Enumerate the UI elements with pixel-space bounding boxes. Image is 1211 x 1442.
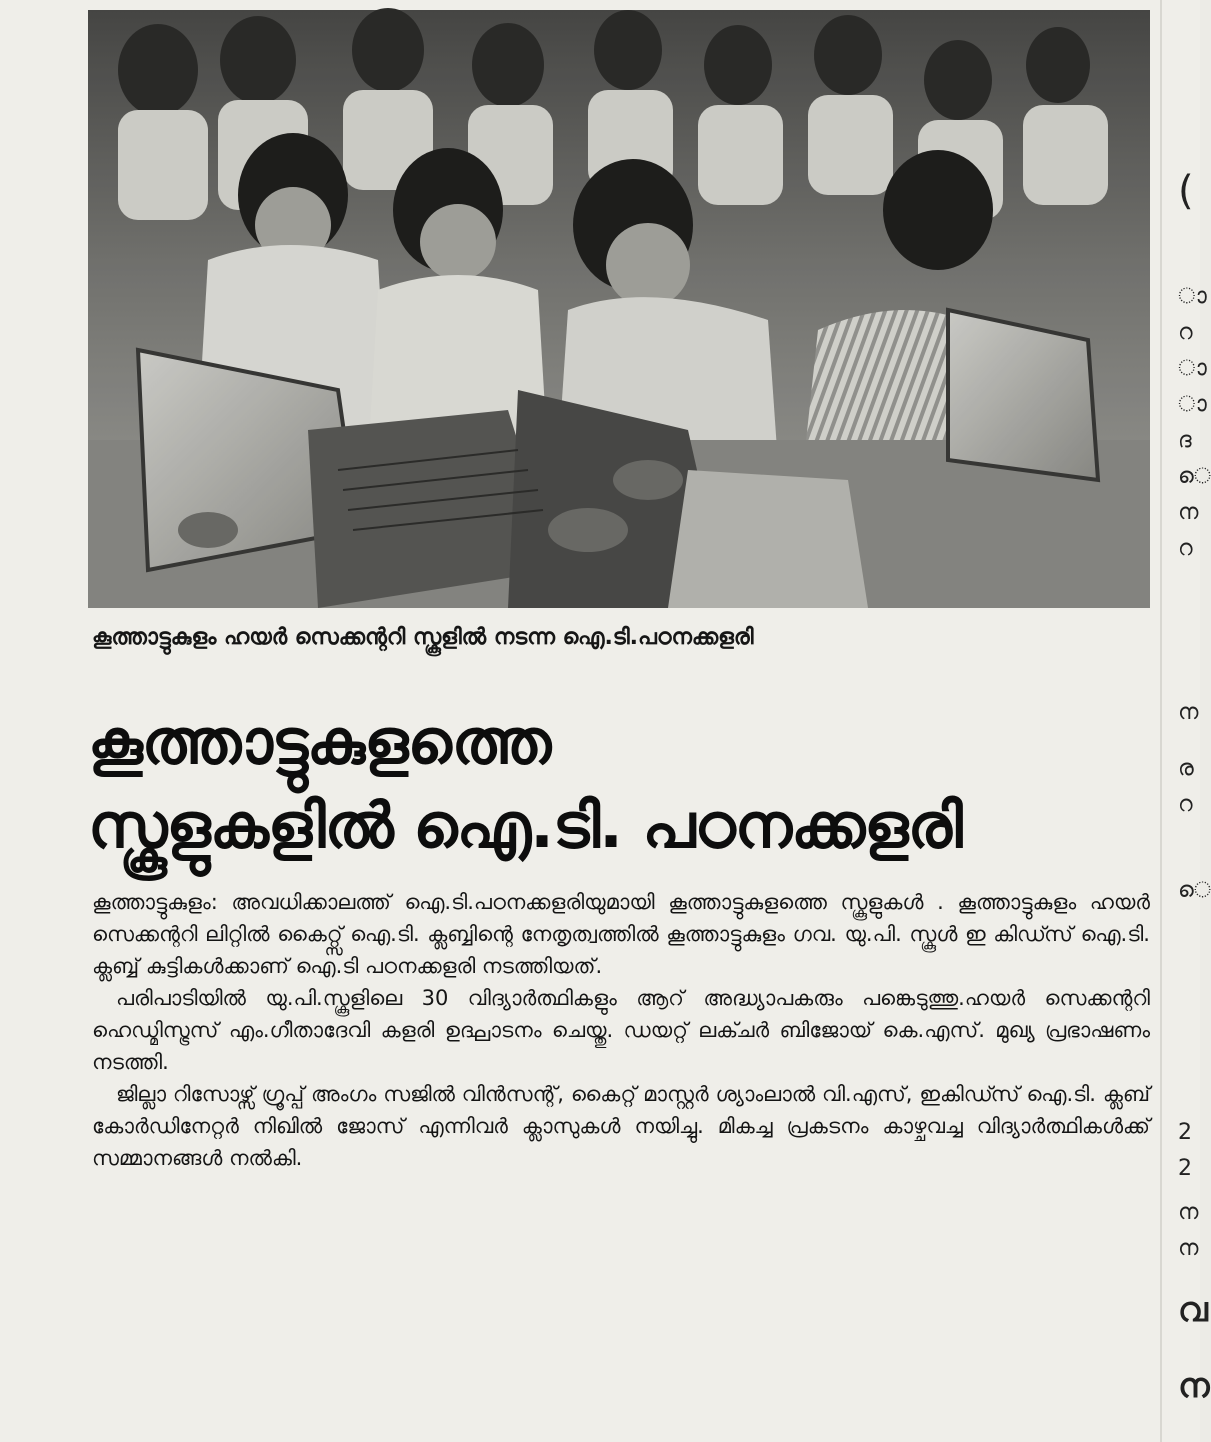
article-body	[92, 886, 1150, 1174]
edge-fragment: (	[1178, 168, 1194, 214]
photo-caption: കൂത്താട്ടുകുളം ഹയർ സെക്കന്ററി സ്കൂളിൽ നടന്ന ഐ.ടി.പഠനക്കളരി	[92, 625, 754, 650]
edge-fragment: ര	[1178, 756, 1194, 781]
headline-line-1: കൂത്താട്ടുകുളത്തെ	[88, 705, 551, 778]
edge-fragment: ാ	[1178, 284, 1207, 309]
edge-fragment: ന	[1178, 700, 1199, 725]
edge-fragment: ദ	[1178, 428, 1192, 453]
edge-fragment: െ	[1178, 464, 1211, 489]
edge-fragment: ന	[1178, 1236, 1199, 1261]
edge-fragment: െ	[1178, 878, 1211, 903]
article-paragraph-3: ജില്ലാ റിസോഴ്സ് ഗ്രൂപ്പ് അംഗം സജിൽ വിൻസന്റ്, കൈറ്റ് മാസ്റ്റർ ശ്യാംലാൽ വി.എസ്, ഇകിഡ്സ് ഐ.ടി. ക്ലബ് കോർഡിനേറ്റർ നിഖിൽ ജോസ് എന്നിവർ ക്ലാസുകൾ നയിച്ചു. മികച്ച പ്രകടനം കാഴ്ചവച്ച വിദ്യാർത്ഥികൾക്ക് സമ്മാനങ്ങൾ നൽകി.	[92, 1082, 1150, 1170]
news-photo	[88, 10, 1150, 608]
edge-fragment: ന	[1178, 1200, 1199, 1225]
column-divider	[1160, 0, 1162, 1442]
edge-fragment: ാ	[1178, 356, 1207, 381]
edge-fragment: 2	[1178, 1120, 1192, 1145]
edge-fragment: ന	[1178, 1366, 1210, 1406]
adjacent-column-fragment	[1168, 0, 1211, 1442]
edge-fragment: റ	[1178, 320, 1193, 345]
article-paragraph-2: പരിപാടിയിൽ യു.പി.സ്കൂളിലെ 30 വിദ്യാർത്ഥികളും ആറ് അദ്ധ്യാപകരും പങ്കെടുത്തു.ഹയർ സെക്കന്ററി ഹെഡ്മിസ്ട്രസ് എം.ഗീതാദേവി കളരി ഉദ്ഘാടനം ചെയ്തു. ഡയറ്റ് ലക്ചർ ബിജോയ് കെ.എസ്. മുഖ്യ പ്രഭാഷണം നടത്തി.	[92, 986, 1150, 1074]
edge-fragment: വ	[1178, 1290, 1208, 1330]
edge-fragment: ാ	[1178, 392, 1207, 417]
headline-line-2: സ്കൂളുകളിൽ ഐ.ടി. പഠനക്കളരി	[88, 789, 962, 862]
edge-fragment: റ	[1178, 536, 1193, 561]
headline	[88, 700, 1158, 868]
edge-fragment: 2	[1178, 1156, 1192, 1181]
edge-fragment: റ	[1178, 792, 1193, 817]
edge-fragment: ന	[1178, 500, 1199, 525]
article-paragraph-1: കൂത്താട്ടുകുളം: അവധിക്കാലത്ത് ഐ.ടി.പഠനക്കളരിയുമായി കൂത്താട്ടുകുളത്തെ സ്കൂളുകൾ . കൂത്താട്ടുകുളം ഹയർ സെക്കന്ററി ലിറ്റിൽ കൈറ്റ്സ് ഐ.ടി. ക്ലബ്ബിന്റെ നേതൃത്വത്തിൽ കൂത്താട്ടുകുളം ഗവ. യു.പി. സ്കൂൾ ഇ കിഡ്സ് ഐ.ടി. ക്ലബ്ബ് കുട്ടികൾക്കാണ് ഐ.ടി പഠനക്കളരി നടത്തിയത്.	[92, 890, 1150, 978]
